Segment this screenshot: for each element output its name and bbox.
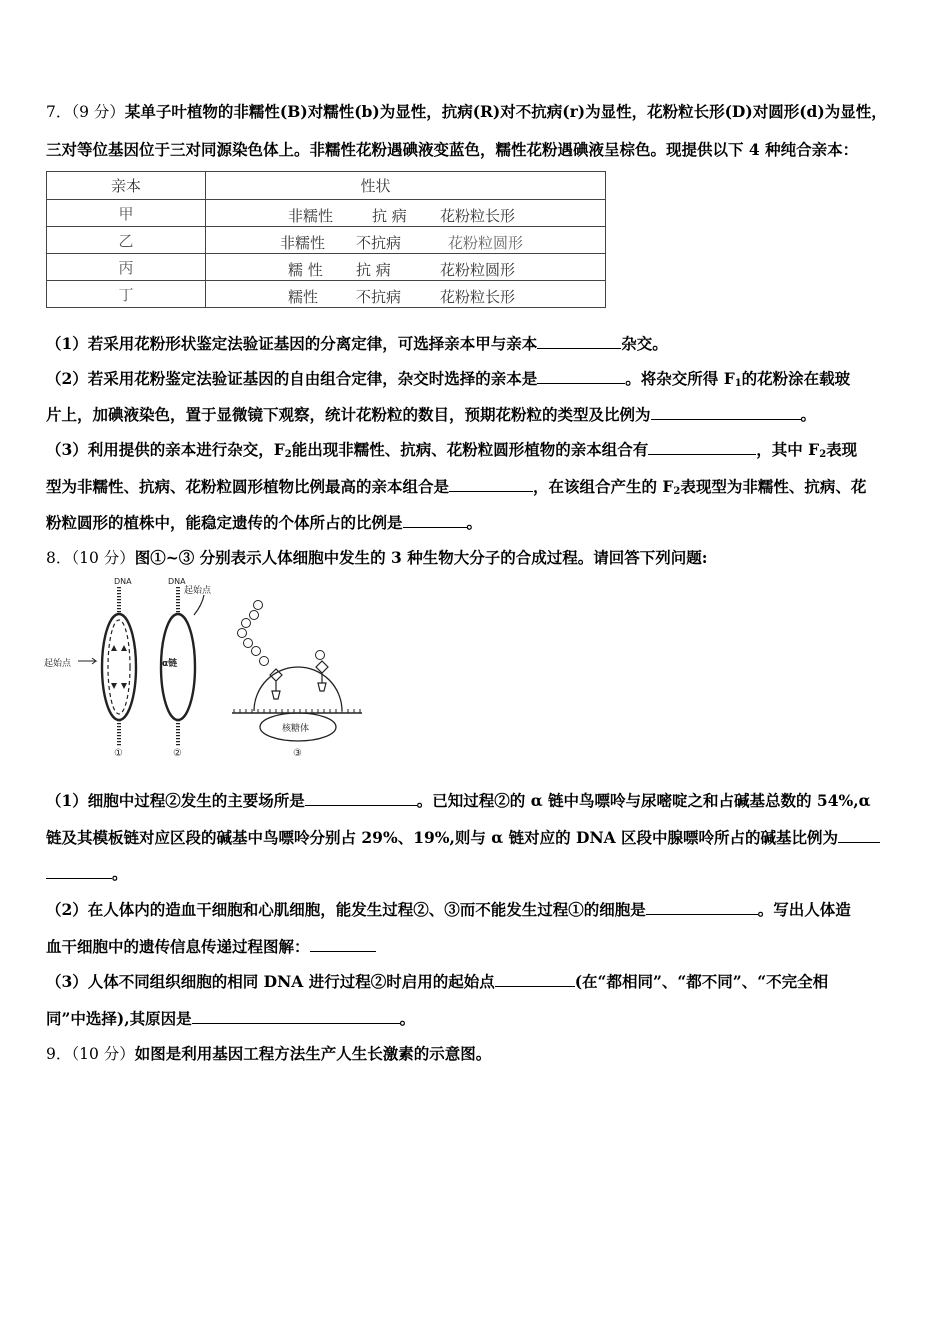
- answer-blank[interactable]: [537, 368, 625, 384]
- q8-part2-text: （2）在人体内的造血干细胞和心肌细胞，能发生过程②、③而不能发生过程①的细胞是: [46, 900, 646, 919]
- q8-part2-line1: [46, 899, 851, 920]
- amino-acid: [254, 601, 263, 610]
- trait-pollen: 花粉粒圆形: [440, 261, 516, 279]
- trait-pollen: 花粉粒长形: [440, 288, 516, 306]
- q7-intro-text1: 某单子叶植物的非糯性(B)对糯性(b)为显性，抗病(R)对不抗病(r)为显性，花粉粒长形(D)对圆形(d)为显性，: [124, 102, 887, 121]
- dna-label-2: DNA: [168, 577, 186, 586]
- q7-score: （9 分）: [71, 103, 125, 121]
- q8-part2-line2-text: 血干细胞中的遗传信息传递过程图解：: [46, 937, 310, 956]
- trait-waxy: 非糯性: [288, 207, 334, 225]
- amino-acid: [242, 619, 251, 628]
- q7-intro-line2: 三对等位基因位于三对同源染色体上。非糯性花粉遇碘液变蓝色，糯性花粉遇碘液呈棕色。现提供以下 4 种纯合亲本：: [46, 140, 859, 159]
- q8-part1-line2: [46, 827, 880, 848]
- trait-waxy: 非糯性: [280, 234, 326, 252]
- q7-part3-line2-tail: 表现型为非糯性、抗病、花: [680, 477, 867, 496]
- q7-part3-mid2: ，其中 F: [756, 440, 820, 459]
- q7-part3-line1: [46, 439, 857, 465]
- q8-part3-line1: [46, 971, 828, 992]
- q7-intro-line1: [46, 102, 887, 122]
- amino-acid: [250, 611, 259, 620]
- replication-bubble: [102, 614, 136, 720]
- answer-blank[interactable]: [449, 476, 533, 492]
- dna-label-1: DNA: [114, 577, 132, 586]
- amino-acid: [252, 647, 261, 656]
- amino-acid: [260, 657, 269, 666]
- translation-figure: [232, 601, 362, 760]
- ribosome-large-subunit: [254, 667, 342, 711]
- parent-cell: 丁: [47, 281, 206, 308]
- period: 。: [112, 864, 128, 883]
- panel-number-2: ②: [173, 748, 182, 759]
- trait-cell: [206, 227, 606, 254]
- period: 。: [466, 513, 483, 532]
- amino-acid: [244, 639, 253, 648]
- trait-disease: 抗 病: [372, 207, 407, 225]
- q8-part1-line1: [46, 790, 871, 811]
- panel-number-3: ③: [293, 748, 302, 759]
- q7-part1-tail: 杂交。: [621, 334, 668, 353]
- q7-part1-text: （1）若采用花粉形状鉴定法验证基因的分离定律，可选择亲本甲与亲本: [46, 334, 538, 353]
- q9-intro: [46, 1044, 491, 1064]
- origin-label-top: 起始点: [184, 586, 212, 596]
- table-header-parent: 亲本: [47, 172, 206, 200]
- q8-part3-line2-text: 同”中选择),其原因是: [46, 1009, 192, 1028]
- parent-cell: 甲: [47, 200, 206, 227]
- period: 。: [800, 405, 817, 424]
- trait-waxy: 糯 性: [288, 261, 323, 279]
- table-header-trait: 性状: [206, 172, 606, 200]
- trait-disease: 不抗病: [356, 234, 402, 252]
- q8-intro: [46, 548, 707, 568]
- ribosome-label: 核糖体: [282, 724, 310, 734]
- replication-figure: [44, 577, 136, 759]
- answer-blank[interactable]: [651, 404, 801, 420]
- q7-part3-line3-text: 粉粒圆形的植株中，能稳定遗传的个体所占的比例是: [46, 513, 403, 532]
- subscript: 2: [819, 449, 827, 460]
- trait-cell: [206, 200, 606, 227]
- answer-blank[interactable]: [648, 439, 756, 455]
- arrow-icon: [78, 658, 96, 664]
- table-row: [47, 200, 606, 227]
- new-strands: [108, 620, 130, 714]
- q7-part3-text: （3）利用提供的亲本进行杂交，F: [46, 440, 285, 459]
- subscript: 2: [284, 449, 292, 460]
- q8-part3-tail: (在“都相同”、“都不同”、“不完全相: [574, 972, 829, 991]
- arrow-icon: [111, 645, 127, 689]
- q7-part2-tail: 的花粉涂在载玻: [741, 369, 851, 388]
- q8-score: （10 分）: [71, 549, 135, 567]
- parents-table: [46, 171, 606, 308]
- answer-blank[interactable]: [192, 1008, 400, 1024]
- q8-part1-line2-text: 链及其模板链对应区段的碱基中鸟嘌呤分别占 29%、19%,则与 α 链对应的 DNA 区段中腺嘌呤所占的碱基比例为: [46, 828, 839, 847]
- q7-part1: [46, 333, 668, 354]
- trait-cell: [206, 281, 606, 308]
- biosynthesis-diagram: [44, 575, 374, 760]
- q7-part3-mid: 能出现非糯性、抗病、花粉粒圆形植物的亲本组合有: [291, 440, 649, 459]
- subscript: 1: [734, 378, 742, 389]
- table-header-row: [47, 172, 606, 200]
- trait-pollen: 花粉粒圆形: [448, 234, 524, 252]
- q9-score: （10 分）: [71, 1045, 135, 1063]
- q7-part2-line2: [46, 404, 816, 425]
- q7-part3-line2: [46, 476, 866, 502]
- answer-blank[interactable]: [403, 512, 467, 528]
- q8-number: 8．: [46, 549, 72, 567]
- q7-part3-line3: [46, 512, 482, 533]
- q8-part3-line2: [46, 1008, 415, 1029]
- q8-part2-line2: [46, 936, 376, 957]
- trait-cell: [206, 254, 606, 281]
- q7-part3-line2-text: 型为非糯性、抗病、花粉粒圆形植物比例最高的亲本组合是: [46, 477, 450, 496]
- q7-part2-line2-text: 片上，加碘液染色，置于显微镜下观察，统计花粉粒的数目，预期花粉粒的类型及比例为: [46, 405, 651, 424]
- answer-blank[interactable]: [537, 333, 621, 349]
- transcription-figure: [161, 577, 212, 759]
- table-row: [47, 281, 606, 308]
- amino-acid: [238, 629, 247, 638]
- alpha-chain-label: α链: [162, 659, 178, 669]
- q8-part1-text: （1）细胞中过程②发生的主要场所是: [46, 791, 305, 810]
- origin-label-left: 起始点: [44, 659, 72, 669]
- q7-number: 7．: [46, 103, 72, 121]
- answer-blank[interactable]: [495, 971, 575, 987]
- q8-part1-tail: 。已知过程②的 α 链中鸟嘌呤与尿嘧啶之和占碱基总数的 54%,α: [416, 791, 871, 810]
- q8-part2-tail: 。写出人体造: [757, 900, 851, 919]
- trait-disease: 不抗病: [356, 288, 402, 306]
- answer-blank[interactable]: [838, 827, 880, 843]
- q7-part3-tail: 表现: [826, 440, 858, 459]
- period: 。: [399, 1009, 416, 1028]
- table-row: [47, 227, 606, 254]
- answer-blank[interactable]: [310, 936, 376, 952]
- panel-number-1: ①: [114, 748, 123, 759]
- trait-waxy: 糯性: [288, 288, 319, 306]
- parent-cell: 乙: [47, 227, 206, 254]
- answer-blank[interactable]: [646, 899, 758, 915]
- q8-part3-text: （3）人体不同组织细胞的相同 DNA 进行过程②时启用的起始点: [46, 972, 495, 991]
- subscript: 2: [673, 486, 681, 497]
- q9-text: 如图是利用基因工程方法生产人生长激素的示意图。: [134, 1044, 492, 1063]
- trait-disease: 抗 病: [356, 261, 391, 279]
- table-row: [47, 254, 606, 281]
- q7-part2-mid: 。将杂交所得 F: [625, 369, 735, 388]
- amino-acid: [316, 651, 325, 660]
- q7-part2-line1: [46, 368, 850, 394]
- trna-right: [316, 661, 328, 691]
- q7-part2-text: （2）若采用花粉鉴定法验证基因的自由组合定律，杂交时选择的亲本是: [46, 369, 538, 388]
- rna-tail: [194, 595, 204, 615]
- q7-part3-line2-mid: ，在该组合产生的 F: [533, 477, 674, 496]
- q9-number: 9．: [46, 1045, 72, 1063]
- parent-cell: 丙: [47, 254, 206, 281]
- q8-part1-line3: [46, 863, 128, 884]
- answer-blank[interactable]: [46, 863, 112, 879]
- answer-blank[interactable]: [305, 790, 417, 806]
- trait-pollen: 花粉粒长形: [440, 207, 516, 225]
- q8-intro-text: 图①~③ 分别表示人体细胞中发生的 3 种生物大分子的合成过程。请回答下列问题:: [134, 548, 708, 567]
